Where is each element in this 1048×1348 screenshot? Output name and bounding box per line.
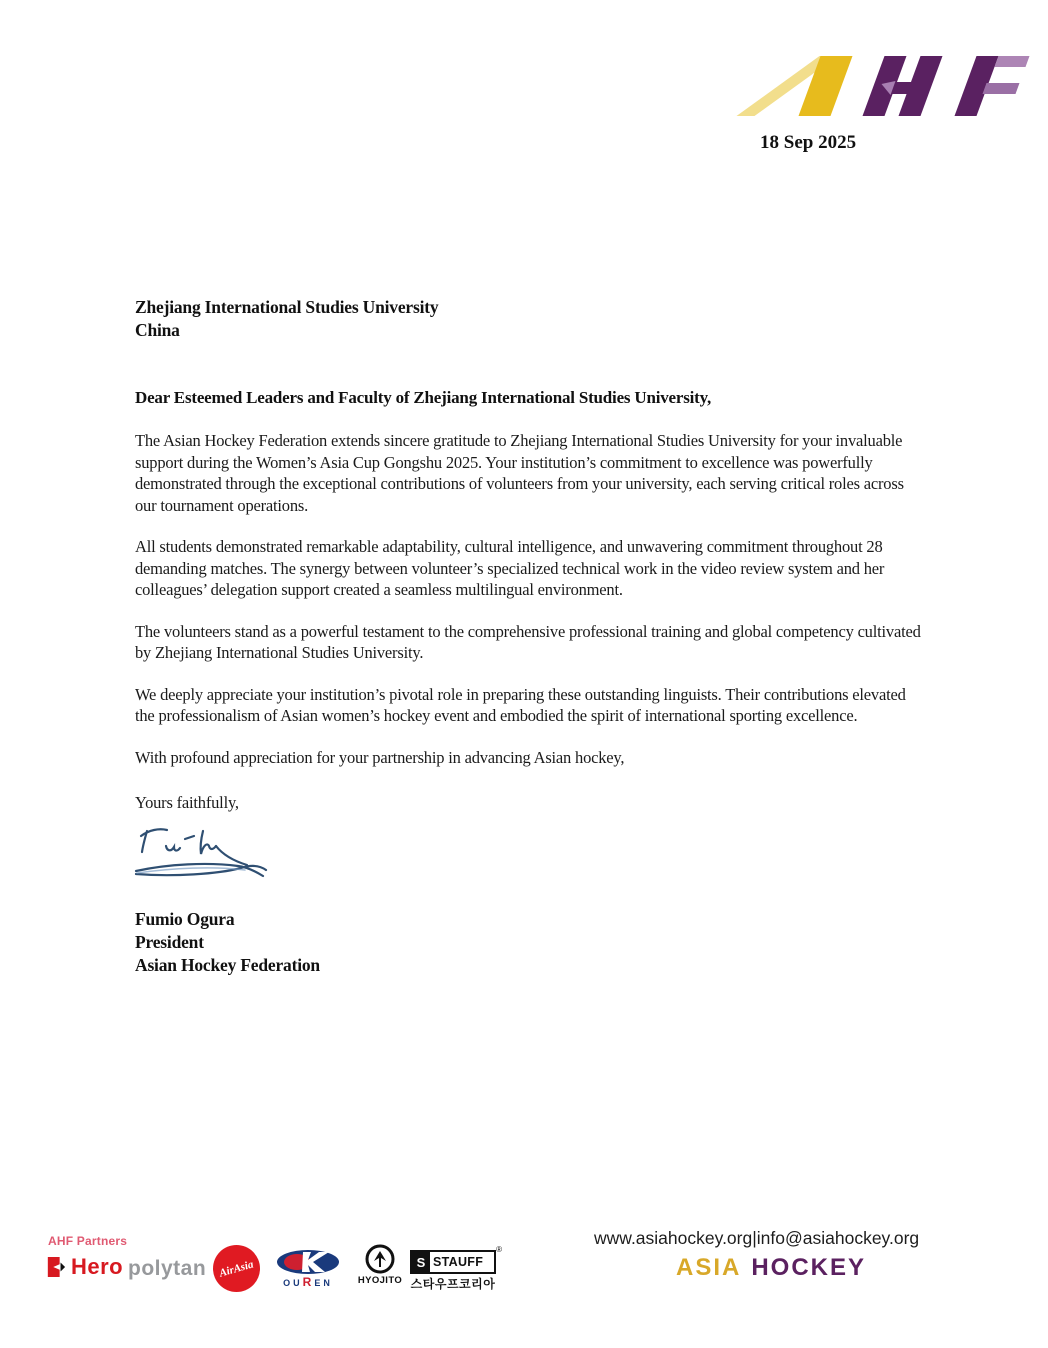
hyojito-icon <box>364 1243 396 1275</box>
recipient-block <box>135 296 927 342</box>
letter-date: 18 Sep 2025 <box>760 132 857 153</box>
brand-asia: ASIA <box>676 1254 742 1281</box>
salutation: Dear Esteemed Leaders and Faculty of Zhejiang International Studies University, <box>135 388 712 407</box>
partner-stauff <box>410 1245 502 1292</box>
registered-mark: ® <box>496 1245 502 1254</box>
paragraph-4: We deeply appreciate your institution’s pivotal role in preparing these outstanding linguists. Their contributions elevated the professionalism of Asian women’s hockey event and embodied the spirit of international sporting excellence. <box>135 684 906 725</box>
ouren-logo-text: OUREN <box>283 1275 333 1289</box>
recipient-country: China <box>135 320 180 340</box>
partner-airasia <box>213 1245 260 1292</box>
signer-name: Fumio Ogura <box>135 908 235 929</box>
closing-line: With profound appreciation for your partnership in advancing Asian hockey, <box>135 747 625 767</box>
ahf-logo-f-top <box>995 56 1030 67</box>
polytan-logo-text: polytan <box>128 1257 207 1280</box>
paragraph-3: The volunteers stand as a powerful testament to the comprehensive professional training and global competency cultivated by Zhejiang International Studies University. <box>135 621 921 662</box>
partner-hero <box>46 1254 123 1280</box>
ahf-logo <box>732 50 1032 122</box>
hero-logo-text: Hero <box>71 1254 124 1279</box>
ahf-logo-f-mid <box>983 83 1020 94</box>
stauff-logo-box <box>410 1245 502 1274</box>
partner-hyojito <box>354 1243 406 1286</box>
contact-line: www.asiahockey.org|info@asiahockey.org <box>594 1228 920 1248</box>
partner-polytan <box>128 1257 206 1281</box>
signer-title: President <box>135 931 204 952</box>
brand-hockey: HOCKEY <box>751 1254 867 1281</box>
valediction: Yours faithfully, <box>135 793 239 812</box>
partner-ouren <box>270 1249 346 1288</box>
airasia-logo-text: AirAsia <box>218 1257 255 1280</box>
paragraph-1: The Asian Hockey Federation extends sincere gratitude to Zhejiang International Studies University for your invaluable support during the Women’s Asia Cup Gongshu 2025. Your institution’s commitment to excellence was powerfully demonstrated through the exceptional contributions of volunteers from your university, each serving critical roles across our tournament operations. <box>135 431 904 515</box>
recipient-name: Zhejiang International Studies University <box>135 297 439 317</box>
stauff-icon: S <box>412 1252 430 1272</box>
signature-image <box>133 824 273 882</box>
hero-icon <box>46 1254 66 1280</box>
ouren-icon <box>275 1249 341 1277</box>
letter-body <box>135 296 927 977</box>
partners-label: AHF Partners <box>48 1234 128 1248</box>
signer-block <box>135 908 927 977</box>
stauff-korean-text: 스타우프코리아 <box>410 1277 496 1291</box>
paragraph-2: All students demonstrated remarkable adaptability, cultural intelligence, and unwavering commitment throughout 28 demanding matches. The synergy between volunteer’s specialized technical work in the video review system and her colleagues’ delegation support created a seamless multilingual environment. <box>135 537 885 599</box>
ahf-logo-a-bar <box>799 56 853 116</box>
hyojito-logo-text: HYOJITO <box>357 1275 403 1286</box>
asia-hockey-wordmark <box>676 1254 866 1282</box>
stauff-logo-text: STAUFF <box>433 1255 484 1269</box>
signer-org: Asian Hockey Federation <box>135 954 320 975</box>
